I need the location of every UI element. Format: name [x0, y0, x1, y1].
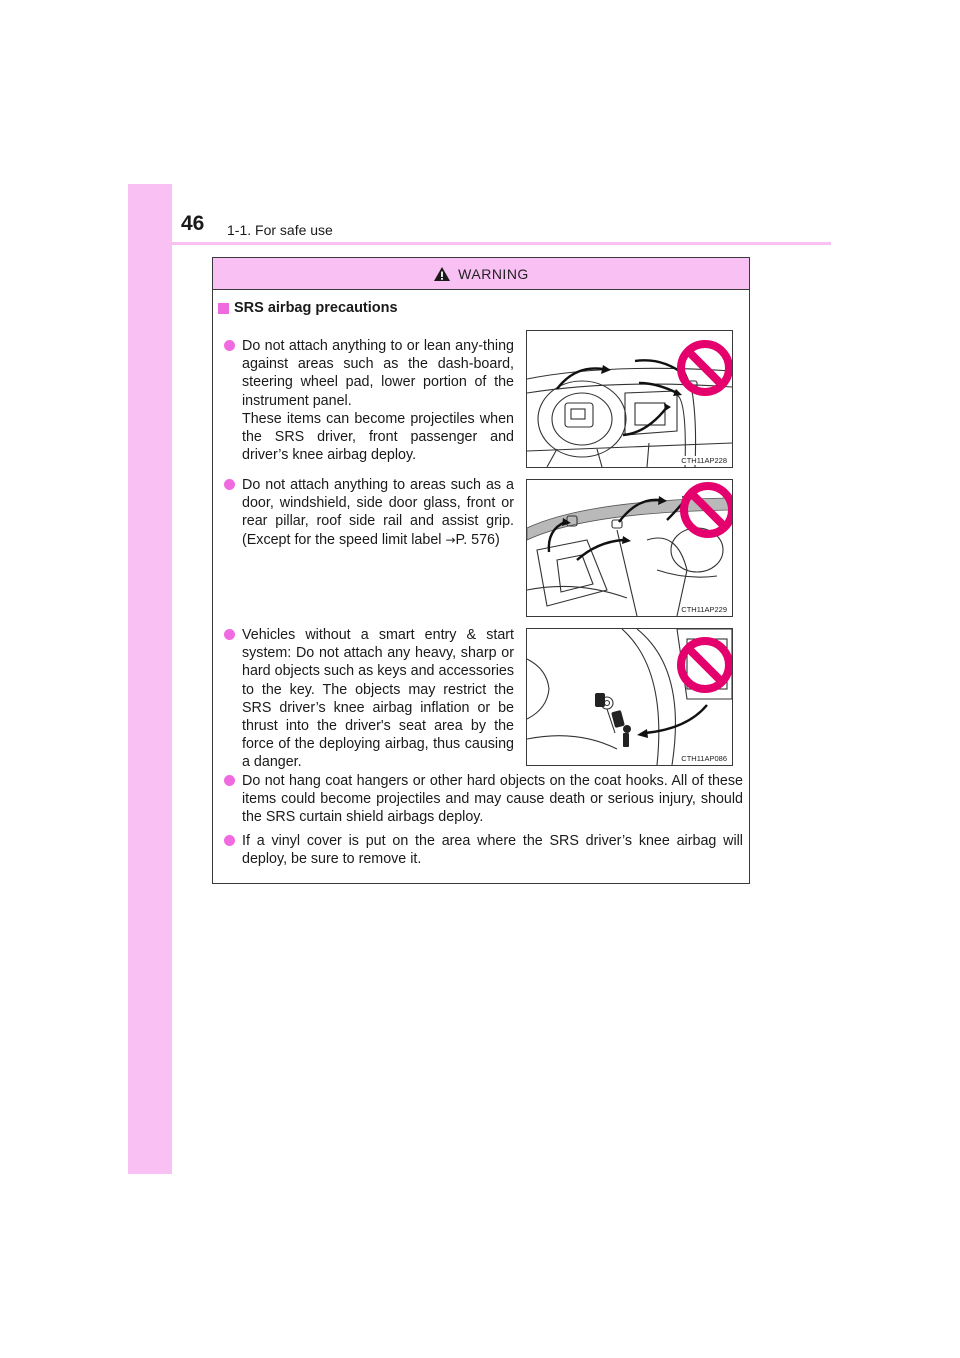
bullet-dot-icon: [224, 835, 235, 846]
dashboard-illustration: [526, 330, 733, 468]
page-reference[interactable]: P. 576): [455, 531, 500, 548]
prohibited-sign-icon: [681, 641, 729, 689]
door-pillar-drawing: [527, 480, 732, 616]
sub-heading: [218, 300, 398, 316]
bullet-text: Do not attach anything to areas such as a door, windshield, side door glass, front or rear pillar, roof side rail and assist grip. (Except for the speed limit label: [242, 477, 514, 548]
bullet-item: [242, 832, 743, 868]
bullet-text: Do not hang coat hangers or other hard objects on the coat hooks. All of these items could become projectiles and may cause death or serious injury, should the SRS curtain shield airbags deploy.: [242, 773, 743, 826]
figure-code: CTH11AP086: [681, 754, 727, 763]
side-tab-band: [128, 184, 172, 1174]
dashboard-drawing: [527, 331, 732, 467]
square-bullet-icon: [218, 303, 229, 314]
warning-triangle-icon: [433, 266, 451, 282]
warning-label: WARNING: [458, 265, 529, 282]
bullet-item: [242, 476, 514, 549]
figure-code: CTH11AP229: [681, 605, 727, 614]
bullet-dot-icon: [224, 479, 235, 490]
bullet-item: [242, 337, 514, 464]
page-number: 46: [181, 212, 205, 235]
bullet-text: Vehicles without a smart entry & start system: Do not attach any heavy, sharp or hard objects such as keys and accessories to the key. The objects may restrict the SRS driver’s knee airbag inflation or be thrust into the driver's seat area by the force of the deploying airbag, thus causing a danger.: [242, 627, 514, 771]
figure-code: CTH11AP228: [681, 456, 727, 465]
key-ignition-illustration: [526, 628, 733, 766]
bullet-text: If a vinyl cover is put on the area where the SRS driver’s knee airbag will deploy, be sure to remove it.: [242, 833, 743, 868]
warning-header: [213, 258, 749, 290]
bullet-dot-icon: [224, 340, 235, 351]
bullet-text-continued: These items can become projectiles when the SRS driver, front passenger and driver’s knee airbag deploy.: [242, 410, 514, 464]
bullet-text: Do not attach anything to or lean any-thing against areas such as the dash-board, steering wheel pad, lower portion of the instrument panel.: [242, 338, 514, 409]
door-pillar-illustration: [526, 479, 733, 617]
prohibited-sign-icon: [681, 344, 729, 392]
bullet-item: [242, 626, 514, 772]
key-ignition-drawing: [527, 629, 732, 765]
header-rule: [172, 242, 831, 245]
bullet-item: [242, 772, 743, 827]
sub-heading-text: SRS airbag precautions: [234, 300, 398, 316]
section-title: 1-1. For safe use: [227, 222, 333, 238]
bullet-dot-icon: [224, 629, 235, 640]
page-reference-arrow: →: [445, 532, 456, 547]
bullet-dot-icon: [224, 775, 235, 786]
